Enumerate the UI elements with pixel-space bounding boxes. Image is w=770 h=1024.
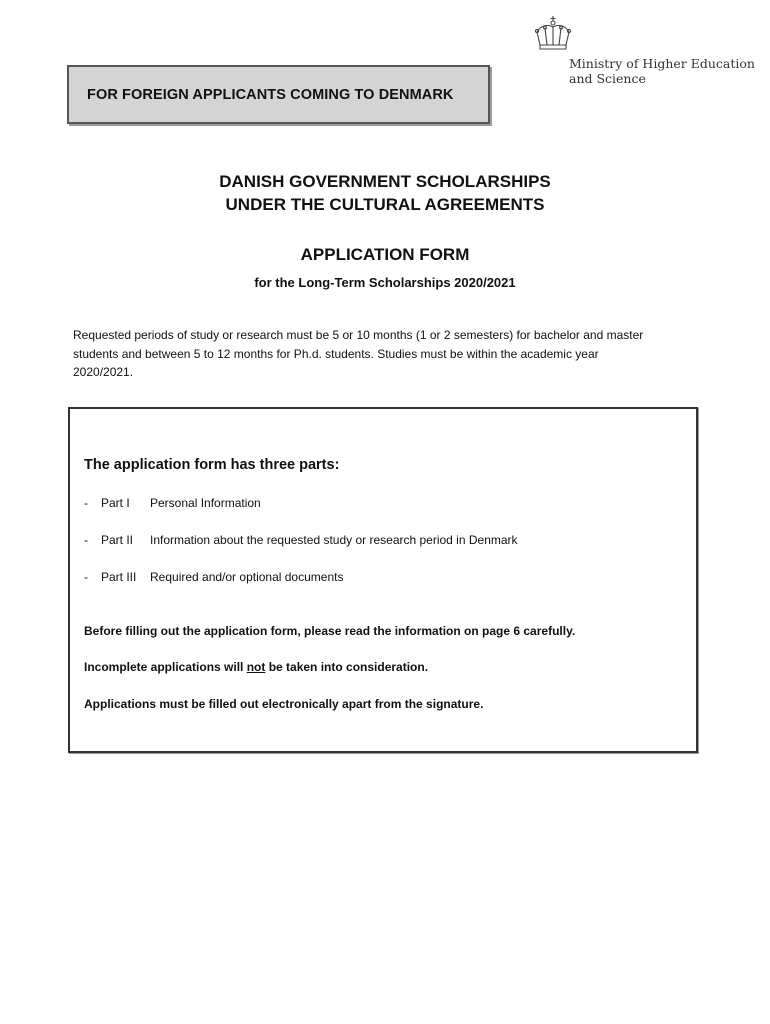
- part-label: Part II: [101, 533, 134, 547]
- incomplete-applications-note: [84, 660, 428, 674]
- title-line-1: DANISH GOVERNMENT SCHOLARSHIPS: [219, 172, 551, 191]
- intro-line-2: students and between 5 to 12 months for Ph.d. students. Studies must be within the academic year: [73, 346, 599, 361]
- part-label: Part III: [101, 570, 137, 584]
- application-parts-box: [68, 407, 698, 753]
- parts-heading: The application form has three parts:: [84, 457, 340, 473]
- note-text-after: be taken into consideration.: [265, 660, 429, 674]
- part-dash: -: [84, 533, 88, 547]
- intro-line-3: 2020/2021.: [73, 365, 134, 379]
- ministry-name: [569, 56, 755, 86]
- crown-icon: [532, 14, 574, 54]
- note-text-before: Incomplete applications will: [84, 660, 247, 674]
- form-title: APPLICATION FORM: [300, 245, 470, 264]
- part-dash: -: [84, 496, 88, 510]
- part-description: Required and/or optional documents: [150, 570, 344, 584]
- ministry-line-1: Ministry of Higher Education: [569, 56, 755, 71]
- banner-text: FOR FOREIGN APPLICANTS COMING TO DENMARK: [87, 86, 454, 103]
- page-title: [0, 170, 770, 216]
- intro-paragraph: [73, 326, 713, 382]
- foreign-applicants-banner: [67, 65, 490, 124]
- part-label: Part I: [101, 496, 130, 510]
- part-dash: -: [84, 570, 88, 584]
- read-page-6-note: Before filling out the application form, please read the information on page 6 carefully.: [84, 624, 576, 638]
- intro-line-1: Requested periods of study or research must be 5 or 10 months (1 or 2 semesters) for bachelor and master: [73, 328, 644, 342]
- electronic-filling-note: Applications must be filled out electronically apart from the signature.: [84, 697, 484, 711]
- form-subtitle: for the Long-Term Scholarships 2020/2021: [254, 275, 516, 290]
- part-description: Information about the requested study or research period in Denmark: [150, 533, 518, 547]
- note-emphasis: not: [246, 660, 266, 674]
- part-description: Personal Information: [150, 496, 261, 510]
- title-line-2: UNDER THE CULTURAL AGREEMENTS: [225, 195, 545, 214]
- ministry-line-2: and Science: [569, 71, 646, 86]
